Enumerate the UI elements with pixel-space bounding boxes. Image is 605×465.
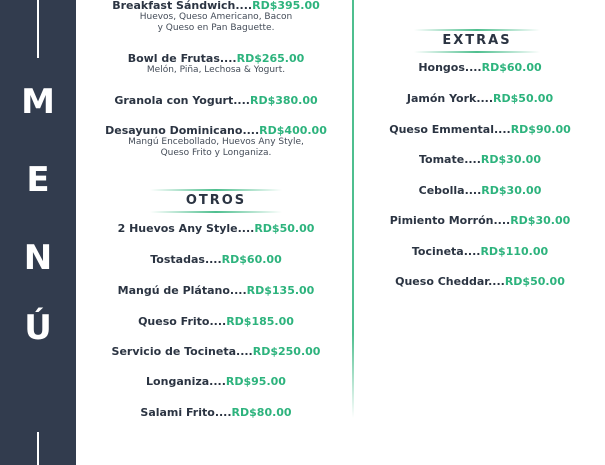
section-rule: [150, 211, 282, 213]
section-header-extras: [414, 29, 540, 53]
item-price: RD$30.00: [510, 214, 571, 227]
item-dots: ....: [242, 124, 260, 137]
item-price: RD$135.00: [246, 284, 315, 297]
item-dots: ....: [219, 52, 237, 65]
item-price: RD$395.00: [252, 0, 320, 12]
item-name: Longaniza: [146, 375, 210, 388]
item-description-line: Melón, Piña, Lechosa & Yogurt.: [146, 65, 286, 75]
item-name: Breakfast Sándwich: [112, 0, 236, 12]
menu-item-otros: [100, 253, 332, 266]
item-dots: ....: [236, 345, 253, 358]
item-dots: ....: [464, 153, 481, 166]
item-price: RD$60.00: [221, 253, 282, 266]
sidebar-divider-bottom: [37, 432, 39, 465]
item-dots: ....: [214, 406, 232, 419]
section-rule: [150, 189, 282, 191]
menu-item-bowl-de-frutas: [100, 52, 332, 76]
item-name: 2 Huevos Any Style: [117, 222, 238, 235]
item-dots: ....: [488, 275, 505, 288]
menu-item-extra: [380, 214, 580, 227]
item-price: RD$185.00: [226, 315, 294, 328]
section-title: EXTRAS: [442, 33, 512, 48]
menu-item-otros: [100, 345, 332, 358]
menu-item-breakfast-sandwich: [100, 0, 332, 34]
item-name: Mangú de Plátano: [117, 284, 230, 297]
menu-item-extra: [380, 153, 580, 166]
item-price: RD$95.00: [225, 375, 286, 388]
menu-sidebar: [0, 0, 76, 465]
section-rule: [414, 29, 540, 31]
item-name: Granola con Yogurt: [114, 94, 234, 107]
item-price: RD$50.00: [254, 222, 315, 235]
item-price: RD$50.00: [504, 275, 565, 288]
item-name: Queso Emmental: [389, 123, 494, 136]
sidebar-letter-u: Ú: [24, 308, 52, 348]
item-dots: ....: [204, 253, 222, 266]
item-price: RD$265.00: [236, 52, 305, 65]
item-dots: ....: [476, 92, 494, 105]
item-price: RD$400.00: [259, 124, 327, 137]
item-name: Pimiento Morrón: [389, 214, 494, 227]
item-price: RD$50.00: [493, 92, 554, 105]
item-dots: ....: [493, 214, 511, 227]
section-title: OTROS: [185, 193, 247, 208]
item-description-line: y Queso en Pan Baguette.: [157, 23, 275, 33]
item-description-line: Huevos, Queso Americano, Bacon: [139, 12, 293, 22]
item-name: Desayuno Dominicano: [105, 124, 243, 137]
item-dots: ....: [235, 0, 253, 12]
menu-item-otros: [100, 375, 332, 388]
item-price: RD$380.00: [249, 94, 318, 107]
menu-item-otros: [100, 222, 332, 235]
item-name: Queso Cheddar: [395, 275, 489, 288]
item-dots: ....: [209, 375, 226, 388]
item-dots: ....: [237, 222, 255, 235]
item-name: Tostadas: [150, 253, 205, 266]
menu-item-extra: [380, 184, 580, 197]
menu-item-otros: [100, 406, 332, 419]
item-price: RD$90.00: [510, 123, 571, 136]
column-divider: [352, 0, 354, 418]
item-price: RD$110.00: [480, 245, 549, 258]
item-price: RD$60.00: [481, 61, 542, 74]
item-price: RD$30.00: [480, 153, 541, 166]
item-name: Tomate: [419, 153, 465, 166]
item-name: Servicio de Tocineta: [111, 345, 237, 358]
sidebar-letter-n: N: [23, 238, 53, 278]
item-dots: ....: [463, 245, 481, 258]
menu-item-desayuno-dominicano: [100, 124, 332, 159]
section-rule: [414, 51, 540, 53]
menu-item-granola: [100, 94, 332, 107]
sidebar-divider-top: [37, 0, 39, 58]
item-dots: ....: [464, 184, 482, 197]
item-name: Jamón York: [406, 92, 477, 105]
item-name: Bowl de Frutas: [127, 52, 220, 65]
menu-item-extra: [380, 123, 580, 136]
sidebar-letter-e: E: [26, 160, 50, 200]
section-header-otros: [150, 189, 282, 213]
item-dots: ....: [229, 284, 247, 297]
item-price: RD$80.00: [231, 406, 292, 419]
menu-item-extra: [380, 245, 580, 258]
menu-item-otros: [100, 315, 332, 328]
menu-item-otros: [100, 284, 332, 297]
item-dots: ....: [233, 94, 250, 107]
item-price: RD$250.00: [252, 345, 321, 358]
item-name: Cebolla: [418, 184, 465, 197]
menu-item-extra: [380, 275, 580, 288]
item-price: RD$30.00: [481, 184, 542, 197]
item-description-line: Mangú Encebollado, Huevos Any Style,: [128, 137, 304, 147]
menu-item-extra: [380, 92, 580, 105]
menu-item-extra: [380, 61, 580, 74]
item-name: Hongos: [418, 61, 465, 74]
item-dots: ....: [209, 315, 227, 328]
item-dots: ....: [464, 61, 482, 74]
item-name: Salami Frito: [140, 406, 215, 419]
item-name: Queso Frito: [138, 315, 210, 328]
sidebar-letter-m: M: [21, 82, 55, 122]
item-name: Tocineta: [411, 245, 464, 258]
item-description-line: Queso Frito y Longaniza.: [160, 148, 272, 158]
item-dots: ....: [493, 123, 511, 136]
